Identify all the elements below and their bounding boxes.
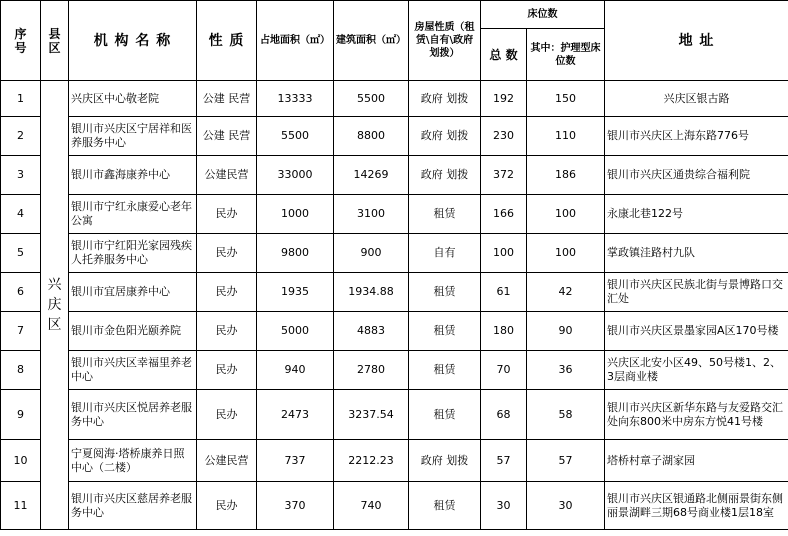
- row-care: 150: [527, 81, 605, 117]
- row-address: 永康北巷122号: [605, 195, 788, 234]
- row-seq: 11: [1, 482, 41, 530]
- row-address: 银川市兴庆区景墨家园A区170号楼: [605, 312, 788, 351]
- row-build: 5500: [334, 81, 409, 117]
- row-total: 192: [481, 81, 527, 117]
- table-row: [1, 273, 788, 312]
- row-seq: 8: [1, 351, 41, 390]
- row-seq: 2: [1, 117, 41, 156]
- row-total: 230: [481, 117, 527, 156]
- row-nature: 公建民营: [197, 156, 257, 195]
- row-total: 68: [481, 390, 527, 440]
- row-land: 737: [257, 440, 334, 482]
- row-nature: 民办: [197, 351, 257, 390]
- row-name: 银川市宁红永康爱心老年公寓: [69, 195, 197, 234]
- table-row: [1, 440, 788, 482]
- row-property: 租赁: [409, 195, 481, 234]
- row-land: 5500: [257, 117, 334, 156]
- row-nature: 民办: [197, 234, 257, 273]
- row-nature: 民办: [197, 273, 257, 312]
- table-row: [1, 234, 788, 273]
- row-seq: 3: [1, 156, 41, 195]
- row-seq: 7: [1, 312, 41, 351]
- row-land: 940: [257, 351, 334, 390]
- row-property: 租赁: [409, 482, 481, 530]
- header-name: 机 构 名 称: [69, 1, 197, 81]
- row-seq: 9: [1, 390, 41, 440]
- row-name: 兴庆区中心敬老院: [69, 81, 197, 117]
- row-property: 政府 划拨: [409, 440, 481, 482]
- row-property: 租赁: [409, 312, 481, 351]
- row-care: 36: [527, 351, 605, 390]
- row-land: 1935: [257, 273, 334, 312]
- row-care: 57: [527, 440, 605, 482]
- row-nature: 公建 民营: [197, 81, 257, 117]
- row-land: 5000: [257, 312, 334, 351]
- row-name: 银川市兴庆区幸福里养老中心: [69, 351, 197, 390]
- row-land: 33000: [257, 156, 334, 195]
- row-care: 186: [527, 156, 605, 195]
- row-build: 3237.54: [334, 390, 409, 440]
- table-row: [1, 351, 788, 390]
- row-total: 30: [481, 482, 527, 530]
- row-nature: 民办: [197, 390, 257, 440]
- table-row: [1, 156, 788, 195]
- table-row: [1, 81, 788, 117]
- table-row: [1, 312, 788, 351]
- header-address: 地 址: [605, 1, 788, 81]
- row-nature: 民办: [197, 195, 257, 234]
- header-beds-care: 其中：护理型床位数: [527, 29, 605, 81]
- row-name: 银川市鑫海康养中心: [69, 156, 197, 195]
- row-build: 2212.23: [334, 440, 409, 482]
- header-land-area: 占地面积（㎡）: [257, 1, 334, 81]
- row-address: 兴庆区银古路: [605, 81, 788, 117]
- row-nature: 民办: [197, 482, 257, 530]
- row-total: 180: [481, 312, 527, 351]
- row-property: 政府 划拨: [409, 156, 481, 195]
- row-property: 租赁: [409, 273, 481, 312]
- row-total: 70: [481, 351, 527, 390]
- row-care: 100: [527, 234, 605, 273]
- row-property: 租赁: [409, 351, 481, 390]
- row-build: 14269: [334, 156, 409, 195]
- row-name: 银川市兴庆区宁居祥和医养服务中心: [69, 117, 197, 156]
- row-care: 42: [527, 273, 605, 312]
- row-address: 银川市兴庆区上海东路776号: [605, 117, 788, 156]
- row-land: 2473: [257, 390, 334, 440]
- row-address: 银川市兴庆区银通路北侧丽景街东侧丽景湖畔三期68号商业楼1层18室: [605, 482, 788, 530]
- row-land: 370: [257, 482, 334, 530]
- row-build: 8800: [334, 117, 409, 156]
- row-care: 110: [527, 117, 605, 156]
- row-property: 政府 划拨: [409, 117, 481, 156]
- table-row: [1, 482, 788, 530]
- row-nature: 民办: [197, 312, 257, 351]
- row-land: 9800: [257, 234, 334, 273]
- row-seq: 4: [1, 195, 41, 234]
- row-total: 166: [481, 195, 527, 234]
- header-district: 县区: [41, 1, 69, 81]
- row-total: 100: [481, 234, 527, 273]
- row-build: 1934.88: [334, 273, 409, 312]
- row-name: 银川市宁红阳光家园残疾人托养服务中心: [69, 234, 197, 273]
- header-property: 房屋性质（租赁\自有\政府划拨）: [409, 1, 481, 81]
- row-nature: 公建民营: [197, 440, 257, 482]
- row-land: 13333: [257, 81, 334, 117]
- table-row: [1, 195, 788, 234]
- row-seq: 10: [1, 440, 41, 482]
- header-build-area: 建筑面积（㎡）: [334, 1, 409, 81]
- row-nature: 公建 民营: [197, 117, 257, 156]
- row-build: 4883: [334, 312, 409, 351]
- row-property: 政府 划拨: [409, 81, 481, 117]
- row-name: 银川市兴庆区悦居养老服务中心: [69, 390, 197, 440]
- row-total: 57: [481, 440, 527, 482]
- row-care: 58: [527, 390, 605, 440]
- table-row: [1, 117, 788, 156]
- district-cell: 兴庆区: [41, 81, 69, 530]
- row-address: 银川市兴庆区通贵综合福利院: [605, 156, 788, 195]
- row-address: 塔桥村章子湖家园: [605, 440, 788, 482]
- table-row: [1, 390, 788, 440]
- row-build: 740: [334, 482, 409, 530]
- row-build: 900: [334, 234, 409, 273]
- row-land: 1000: [257, 195, 334, 234]
- row-care: 30: [527, 482, 605, 530]
- header-nature: 性 质: [197, 1, 257, 81]
- row-care: 90: [527, 312, 605, 351]
- row-seq: 6: [1, 273, 41, 312]
- row-seq: 1: [1, 81, 41, 117]
- row-total: 372: [481, 156, 527, 195]
- row-name: 银川市金色阳光颐养院: [69, 312, 197, 351]
- row-property: 自有: [409, 234, 481, 273]
- row-address: 银川市兴庆区民族北街与景博路口交汇处: [605, 273, 788, 312]
- row-name: 宁夏阅海·塔桥康养日照中心（二楼）: [69, 440, 197, 482]
- row-care: 100: [527, 195, 605, 234]
- row-address: 银川市兴庆区新华东路与友爱路交汇处向东800米中房东方悦41号楼: [605, 390, 788, 440]
- row-property: 租赁: [409, 390, 481, 440]
- row-address: 兴庆区北安小区49、50号楼1、2、3层商业楼: [605, 351, 788, 390]
- header-beds-total: 总 数: [481, 29, 527, 81]
- header-beds: 床位数: [481, 1, 605, 29]
- header-seq: 序号: [1, 1, 41, 81]
- row-total: 61: [481, 273, 527, 312]
- row-name: 银川市宜居康养中心: [69, 273, 197, 312]
- row-build: 2780: [334, 351, 409, 390]
- row-build: 3100: [334, 195, 409, 234]
- row-seq: 5: [1, 234, 41, 273]
- row-address: 掌政镇洼路村九队: [605, 234, 788, 273]
- row-name: 银川市兴庆区慈居养老服务中心: [69, 482, 197, 530]
